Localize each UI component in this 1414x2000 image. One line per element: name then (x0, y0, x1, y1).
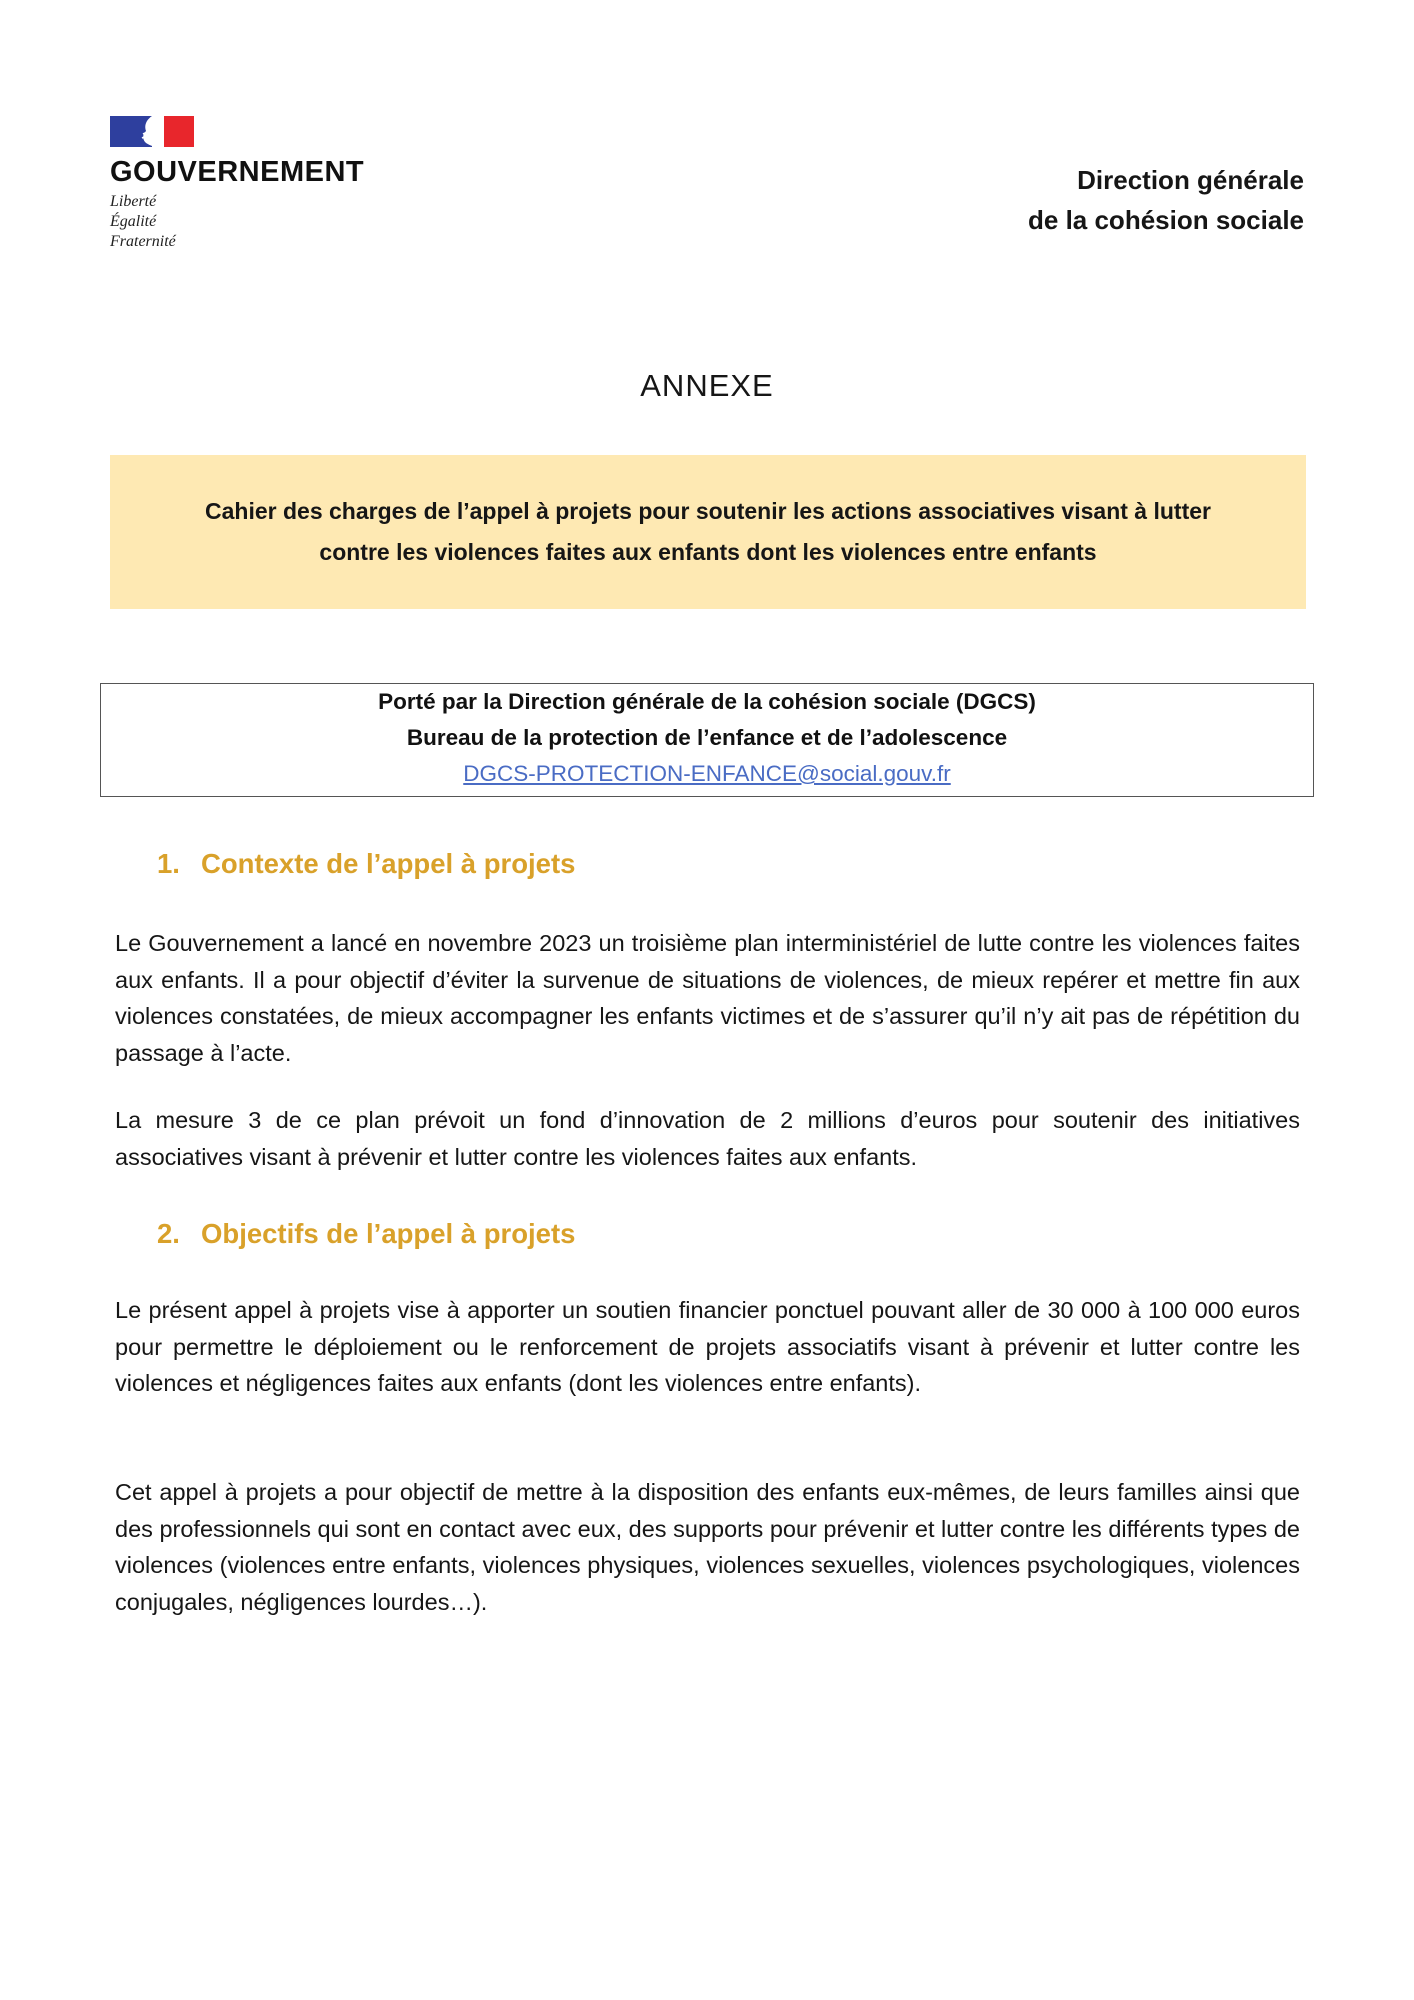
subject-banner (110, 455, 1306, 609)
section-1-heading (157, 848, 575, 880)
section-1-paragraph-2: La mesure 3 de ce plan prévoit un fond d’innovation de 2 millions d’euros pour soutenir des initiatives associatives visant à prévenir et lutter contre les violences faites aux enfants. (115, 1107, 1300, 1170)
contact-box (100, 683, 1314, 797)
section-1-number: 1. (157, 848, 180, 879)
motto-fraternite: Fraternité (110, 233, 176, 250)
section-2-number: 2. (157, 1218, 180, 1249)
direction-line-1: Direction générale (1077, 165, 1304, 195)
government-wordmark: GOUVERNEMENT (110, 156, 365, 188)
republic-motto (110, 192, 410, 252)
motto-egalite: Égalité (110, 213, 157, 230)
section-2-title: Objectifs de l’appel à projets (201, 1218, 576, 1249)
marianne-flag-icon (110, 116, 194, 147)
page-title: ANNEXE (640, 368, 774, 403)
subject-line-1: Cahier des charges de l’appel à projets pour soutenir les actions associatives visant à lutter (205, 498, 1211, 524)
marianne-profile-icon (140, 116, 164, 147)
section-1-paragraph-1: Le Gouvernement a lancé en novembre 2023 un troisième plan interministériel de lutte contre les violences faites aux enfants. Il a pour objectif d’éviter la survenue de situations de violences, de mieux repérer et mettre fin aux violences constatées, de mieux accompagner les enfants victimes et de s’assurer qu’il n’y ait pas de répétition du passage à l’acte. (115, 930, 1300, 1066)
subject-line-2: contre les violences faites aux enfants dont les violences entre enfants (319, 539, 1097, 565)
motto-liberte: Liberté (110, 193, 157, 210)
section-2-paragraph-2: Cet appel à projets a pour objectif de mettre à la disposition des enfants eux-mêmes, de leurs familles ainsi que des professionnels qui sont en contact avec eux, des supports pour prévenir et lutter contre les différents types de violences (violences entre enfants, violences physiques, violences sexuelles, violences psychologiques, violences conjugales, négligences lourdes…). (115, 1479, 1300, 1615)
direction-header (1028, 160, 1304, 240)
section-1-title: Contexte de l’appel à projets (201, 848, 576, 879)
section-2-heading (157, 1218, 575, 1250)
section-2-paragraph-1: Le présent appel à projets vise à apporter un soutien financier ponctuel pouvant aller de 30 000 à 100 000 euros pour permettre le déploiement ou le renforcement de projets associatifs visant à prévenir et lutter contre les violences et négligences faites aux enfants (dont les violences entre enfants). (115, 1297, 1300, 1396)
government-logo (110, 116, 410, 252)
contact-carrier: Porté par la Direction générale de la cohésion sociale (DGCS) (378, 689, 1036, 714)
subject-text (118, 491, 1298, 573)
direction-line-2: de la cohésion sociale (1028, 205, 1304, 235)
contact-email-link[interactable]: DGCS-PROTECTION-ENFANCE@social.gouv.fr (463, 761, 951, 786)
contact-bureau: Bureau de la protection de l’enfance et de l’adolescence (406, 725, 1008, 750)
